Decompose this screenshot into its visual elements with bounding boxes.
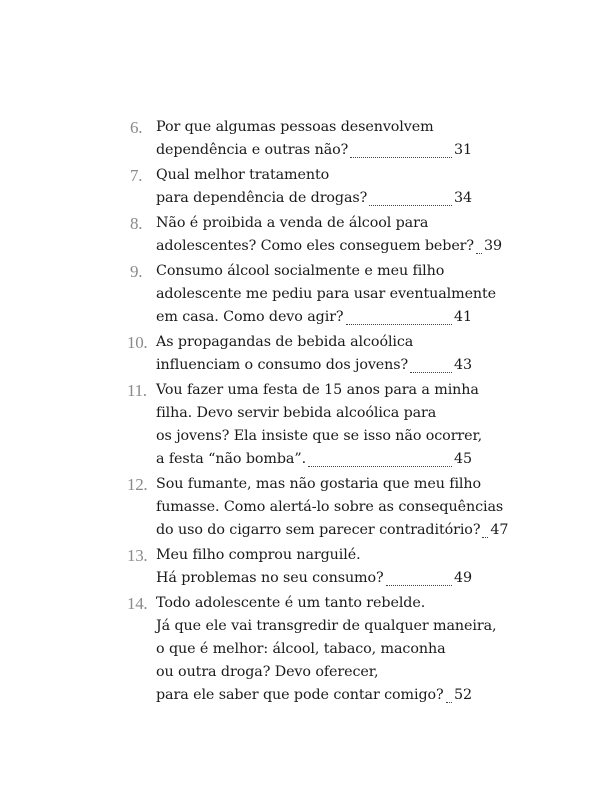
toc-entry[interactable] [127, 331, 472, 377]
entry-text-line: para ele saber que pode contar comigo? [156, 687, 444, 703]
entry-text-line: fumasse. Como alertá-lo sobre as consequências [156, 499, 504, 515]
entry-text-line: a festa “não bomba”. [156, 451, 307, 467]
toc-entry[interactable] [127, 379, 483, 471]
entry-number: 6. [130, 118, 143, 137]
page-number: 45 [454, 451, 472, 467]
entry-last-line [156, 519, 509, 542]
entry-number: 13. [127, 546, 148, 565]
entry-text-line: em casa. Como devo agir? [156, 309, 344, 325]
dot-leader [308, 466, 452, 467]
page-number: 34 [454, 190, 472, 206]
entry-text-line: As propagandas de bebida alcoólica [156, 334, 414, 350]
entry-number: 9. [130, 262, 143, 281]
entry-text-line: Já que ele vai transgredir de qualquer maneira, [156, 618, 497, 634]
entry-last-line [156, 139, 472, 162]
entry-text-line: influenciam o consumo dos jovens? [156, 357, 409, 373]
page-number: 43 [454, 357, 472, 373]
entry-text-line: adolescente me pediu para usar eventualmente [156, 286, 497, 302]
page-number: 47 [490, 522, 509, 538]
entry-last-line [156, 187, 472, 210]
entry-number: 7. [130, 166, 143, 185]
page-number: 31 [454, 142, 472, 158]
entry-last-line [156, 567, 472, 590]
dot-leader [346, 324, 453, 325]
toc-entry[interactable] [130, 164, 472, 210]
page-number: 49 [454, 570, 472, 586]
entry-text-line: Não é proibida a venda de álcool para [156, 215, 429, 231]
entry-number: 11. [127, 381, 147, 400]
entry-number: 8. [130, 214, 143, 233]
entry-text-line: ou outra droga? Devo oferecer, [156, 664, 379, 680]
toc-entry[interactable] [130, 260, 497, 329]
entry-text-line: os jovens? Ela insiste que se isso não ocorrer, [156, 428, 483, 444]
entry-text-line: do uso do cigarro sem parecer contraditório? [156, 522, 481, 538]
entry-text-line: Há problemas no seu consumo? [156, 570, 384, 586]
entry-number: 12. [127, 475, 148, 494]
toc-entry[interactable] [130, 212, 502, 258]
entry-last-line [156, 235, 502, 258]
entry-number: 14. [127, 594, 148, 613]
table-of-contents [127, 116, 509, 709]
dot-leader [482, 537, 488, 538]
dot-leader [410, 372, 452, 373]
dot-leader [350, 157, 452, 158]
entry-text-line: Por que algumas pessoas desenvolvem [156, 119, 434, 135]
toc-entry[interactable] [127, 544, 472, 590]
entry-text-line: Meu filho comprou narguilé. [156, 547, 361, 563]
toc-entry[interactable] [130, 116, 472, 162]
entry-text-line: o que é melhor: álcool, tabaco, maconha [156, 641, 446, 657]
dot-leader [369, 205, 452, 206]
dot-leader [476, 253, 482, 254]
entry-text-line: Consumo álcool socialmente e meu filho [156, 263, 445, 279]
page-number: 52 [454, 687, 472, 703]
entry-last-line [156, 448, 472, 471]
toc-entry[interactable] [127, 592, 497, 707]
entry-text-line: Sou fumante, mas não gostaria que meu filho [156, 476, 482, 492]
entry-last-line [156, 306, 472, 329]
page-number: 39 [483, 238, 502, 254]
dot-leader [386, 585, 452, 586]
entry-text-line: filha. Devo servir bebida alcoólica para [156, 405, 437, 421]
entry-text-line: Qual melhor tratamento [156, 167, 330, 183]
entry-text-line: Vou fazer uma festa de 15 anos para a minha [156, 382, 479, 398]
entry-text-line: dependência e outras não? [156, 142, 349, 158]
dot-leader [446, 702, 452, 703]
page-number: 41 [454, 309, 472, 325]
entry-text-line: Todo adolescente é um tanto rebelde. [156, 595, 426, 611]
entry-last-line [156, 684, 472, 707]
toc-entry[interactable] [127, 473, 509, 542]
entry-number: 10. [127, 333, 148, 352]
entry-text-line: para dependência de drogas? [156, 190, 368, 206]
entry-last-line [156, 354, 472, 377]
entry-text-line: adolescentes? Como eles conseguem beber? [156, 238, 474, 254]
